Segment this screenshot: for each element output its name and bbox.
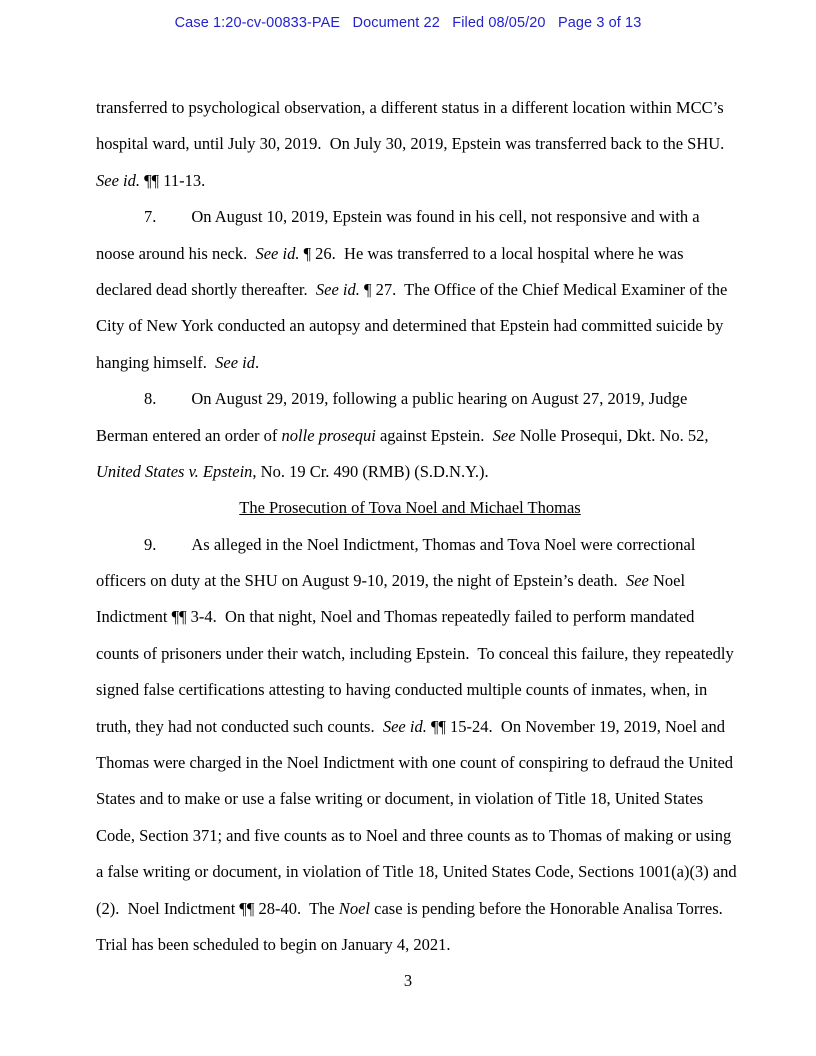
text-segment: case is pending before the Honorable Analisa Torres. [370, 898, 723, 918]
text-segment: Thomas were charged in the Noel Indictment with one count of conspiring to defraud the United [96, 753, 734, 773]
body-line [96, 381, 724, 417]
text-segment: See id. [255, 243, 300, 263]
tab-spacer [156, 221, 191, 222]
text-segment: See id. [382, 716, 427, 736]
body-line [96, 672, 724, 708]
text-segment: noose around his neck. [96, 243, 256, 263]
text-segment: See [492, 425, 516, 445]
text-segment: transferred to psychological observation, a different status in a different location within MCC’s [96, 98, 724, 117]
tab-spacer [96, 221, 144, 222]
text-segment: Noel [648, 571, 686, 591]
text-segment: , No. 19 Cr. 490 (RMB) (S.D.N.Y.). [252, 461, 489, 481]
text-segment: See [625, 571, 649, 591]
text-segment: Nolle Prosequi, Dkt. No. 52, [515, 425, 709, 445]
body-line [96, 90, 724, 126]
text-segment: . [255, 352, 260, 372]
text-segment: United States v. Epstein [96, 461, 253, 481]
body-line [96, 563, 724, 599]
text-segment: Berman entered an order of [96, 425, 282, 445]
text-segment: (2). Noel Indictment ¶¶ 28-40. The [96, 898, 339, 918]
text-segment: ¶¶ 11-13. [139, 170, 206, 190]
text-segment: truth, they had not conducted such counts. [96, 716, 383, 736]
document-body [96, 90, 737, 963]
text-segment: nolle prosequi [281, 425, 376, 445]
text-segment: Noel [338, 898, 371, 918]
body-line [96, 163, 724, 199]
body-line [96, 891, 724, 927]
text-segment: signed false certifications attesting to having conducted multiple counts of inmates, when, in [96, 680, 708, 700]
body-line [96, 818, 732, 854]
tab-spacer [96, 403, 144, 404]
body-line [96, 454, 724, 490]
text-segment: On August 10, 2019, Epstein was found in his cell, not responsive and with a [191, 207, 700, 227]
section-heading [96, 490, 724, 526]
text-segment: a false writing or document, in violation of Title 18, United States Code, Sections 1001(a)(3) and [96, 862, 737, 882]
text-segment: See id [215, 352, 256, 372]
text-segment: Indictment ¶¶ 3-4. On that night, Noel and Thomas repeatedly failed to perform mandated [96, 607, 695, 627]
body-line [96, 272, 728, 308]
text-segment: As alleged in the Noel Indictment, Thomas and Tova Noel were correctional [191, 534, 696, 554]
body-line [96, 527, 724, 563]
tab-spacer [156, 549, 191, 550]
text-segment: declared dead shortly thereafter. [96, 279, 316, 299]
ecf-stamp-header: Case 1:20-cv-00833-PAE Document 22 Filed 08/05/20 Page 3 of 13 [174, 15, 642, 31]
page-number: 3 [403, 971, 413, 990]
text-segment: officers on duty at the SHU on August 9-10, 2019, the night of Epstein’s death. [96, 571, 626, 591]
body-line [96, 308, 724, 344]
text-segment: ¶ 27. The Office of the Chief Medical Examiner of the [359, 279, 728, 299]
text-segment: ¶¶ 15-24. On November 19, 2019, Noel and [426, 716, 725, 736]
body-line [96, 709, 724, 745]
text-segment: 9. [144, 534, 157, 554]
body-line [96, 599, 724, 635]
text-segment: The Prosecution of Tova Noel and Michael Thomas [239, 498, 581, 518]
text-segment: Code, Section 371; and five counts as to Noel and three counts as to Thomas of making or using [96, 825, 732, 845]
text-segment: See id. [96, 170, 140, 190]
text-segment: hanging himself. [96, 352, 216, 372]
text-segment: 7. [144, 207, 157, 227]
text-segment: against Epstein. [375, 425, 493, 445]
text-segment: States and to make or use a false writing or document, in violation of Title 18, United States [96, 789, 704, 809]
body-line [96, 418, 724, 454]
text-segment: On August 29, 2019, following a public hearing on August 27, 2019, Judge [191, 389, 688, 409]
text-segment: 8. [144, 389, 157, 409]
body-line [96, 927, 724, 963]
body-line [96, 199, 724, 235]
tab-spacer [96, 549, 144, 550]
body-line [96, 126, 724, 162]
text-segment: See id. [315, 279, 360, 299]
body-line [96, 345, 724, 381]
body-line [96, 636, 734, 672]
text-segment: ¶ 26. He was transferred to a local hospital where he was [299, 243, 684, 263]
text-segment: City of New York conducted an autopsy and determined that Epstein had committed suicide by [96, 316, 724, 336]
body-line [96, 854, 737, 890]
body-line [96, 781, 724, 817]
text-segment: Trial has been scheduled to begin on January 4, 2021. [96, 934, 451, 954]
body-line [96, 745, 734, 781]
tab-spacer [156, 403, 191, 404]
text-segment: counts of prisoners under their watch, including Epstein. To conceal this failure, they repeatedly [96, 643, 734, 663]
text-segment: hospital ward, until July 30, 2019. On July 30, 2019, Epstein was transferred back to the SHU. [96, 134, 725, 154]
body-line [96, 236, 724, 272]
